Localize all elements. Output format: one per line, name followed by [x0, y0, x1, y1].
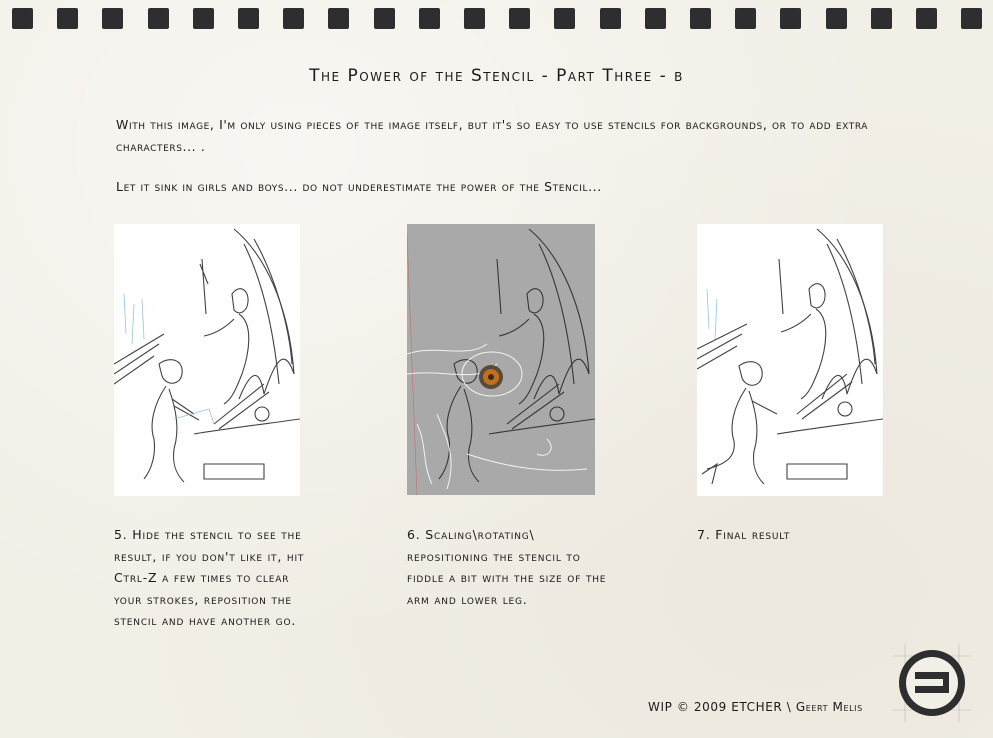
binding-hole — [328, 8, 349, 29]
binding-hole — [464, 8, 485, 29]
spiral-binding — [12, 8, 987, 30]
binding-hole — [554, 8, 575, 29]
emphasis-paragraph: Let it sink in girls and boys... do not underestimate the power of the Stencil... — [116, 179, 602, 194]
binding-hole — [419, 8, 440, 29]
binding-hole — [871, 8, 892, 29]
binding-hole — [238, 8, 259, 29]
stencil-handle-icon — [479, 365, 503, 389]
binding-hole — [102, 8, 123, 29]
binding-hole — [509, 8, 530, 29]
step-6-caption: 6. Scaling\rotating\ repositioning the stencil to fiddle a bit with the size of the arm and lower leg. — [407, 527, 607, 607]
etcher-logo-icon — [893, 644, 971, 722]
binding-hole — [148, 8, 169, 29]
binding-hole — [57, 8, 78, 29]
binding-hole — [961, 8, 982, 29]
step-7-image — [697, 224, 883, 496]
binding-hole — [645, 8, 666, 29]
sketch-drawing-icon — [114, 224, 300, 496]
copyright-footer: WIP © 2009 ETCHER \ Geert Melis — [648, 700, 863, 714]
step-7-caption: 7. Final result — [697, 527, 791, 542]
binding-hole — [690, 8, 711, 29]
binding-hole — [735, 8, 756, 29]
binding-hole — [283, 8, 304, 29]
binding-hole — [780, 8, 801, 29]
binding-hole — [916, 8, 937, 29]
binding-hole — [600, 8, 621, 29]
binding-hole — [193, 8, 214, 29]
page-title: The Power of the Stencil - Part Three - b — [309, 66, 684, 86]
step-5-image — [114, 224, 300, 496]
sketch-final-icon — [697, 224, 883, 496]
step-5-caption: 5. Hide the stencil to see the result, if you don't like it, hit Ctrl-Z a few times to clear your strokes, reposition the stencil and have another go. — [114, 527, 305, 628]
sketch-stencil-icon — [407, 224, 595, 495]
binding-hole — [826, 8, 847, 29]
binding-hole — [374, 8, 395, 29]
binding-hole — [12, 8, 33, 29]
step-6-image — [407, 224, 595, 495]
intro-paragraph: With this image, I'm only using pieces of the image itself, but it's so easy to use stencils for backgrounds, or to add extra characters... . — [116, 117, 869, 154]
